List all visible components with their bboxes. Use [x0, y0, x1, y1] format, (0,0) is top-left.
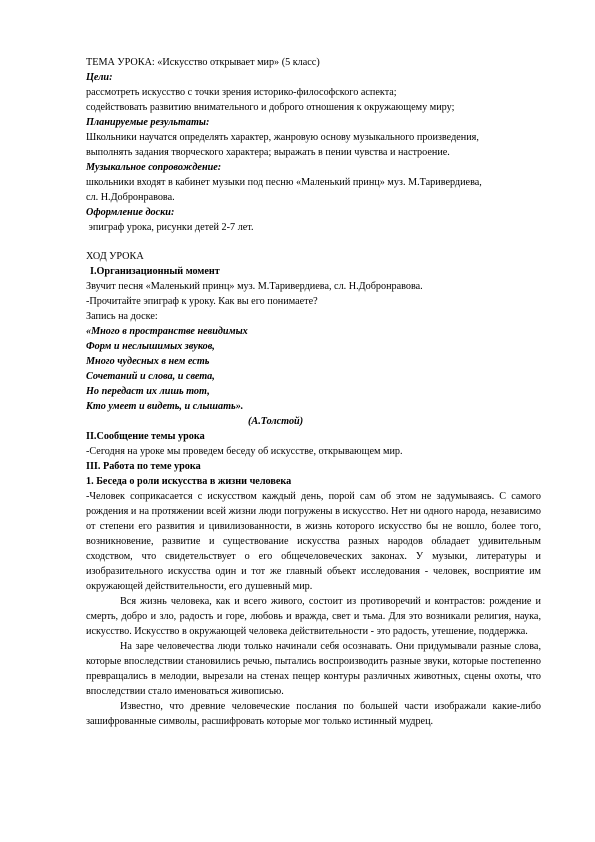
- poem-author: (А.Толстой): [248, 416, 304, 427]
- paragraph: Известно, что древние человеческие послания по большей части изображали какие-либо зашифрованные символы, расшифровать которые мог только истинный мудрец.: [86, 701, 541, 727]
- subsection-title: 1. Беседа о роли искусства в жизни человека: [86, 476, 292, 487]
- music-heading: Музыкальное сопровождение:: [86, 162, 222, 173]
- results-text: Школьники научатся определять характер, жанровую основу музыкального произведения,: [86, 132, 479, 143]
- music-text: школьники входят в кабинет музыки под песню «Маленький принц» муз. М.Таривердиева,: [86, 177, 482, 188]
- paragraph: На заре человечества люди только начинали себя осознавать. Они придумывали разные слова, которые впоследствии становились речью, пытались воспроизводить разные звуки, которые постепенно превращались в мелодии, вырезали на стенах пещер контуры различных животных, сцены охоты, что впоследствии стало именоваться живописью.: [86, 641, 541, 697]
- section-text: Звучит песня «Маленький принц» муз. М.Таривердиева, сл. Н.Добронравова.: [86, 281, 423, 292]
- music-text: сл. Н.Добронравова.: [86, 192, 175, 203]
- section-text: -Прочитайте эпиграф к уроку. Как вы его понимаете?: [86, 296, 318, 307]
- goals-heading: Цели:: [86, 72, 113, 83]
- board-text: эпиграф урока, рисунки детей 2-7 лет.: [86, 222, 254, 233]
- board-heading: Оформление доски:: [86, 207, 175, 218]
- results-text: выполнять задания творческого характера; выражать в пении чувства и настроение.: [86, 147, 450, 158]
- section-text: -Сегодня на уроке мы проведем беседу об искусстве, открывающем мир.: [86, 446, 403, 457]
- section-text: Запись на доске:: [86, 311, 158, 322]
- course-heading: ХОД УРОКА: [86, 251, 144, 262]
- spacer: [86, 235, 541, 249]
- section-title: I.Организационный момент: [90, 266, 220, 277]
- poem-line: Форм и неслышимых звуков,: [86, 341, 215, 352]
- goal-item: содействовать развитию внимательного и доброго отношения к окружающему миру;: [86, 102, 455, 113]
- results-heading: Планируемые результаты:: [86, 117, 210, 128]
- poem-line: Сочетаний и слова, и света,: [86, 371, 215, 382]
- poem-line: Но передаст их лишь тот,: [86, 386, 210, 397]
- paragraph: -Человек соприкасается с искусством каждый день, порой сам об этом не задумываясь. С самого рождения и на протяжении всей жизни люди погружены в искусство. Нет ни одного народа, независимо от степени его развития и цивилизованности, в жизнь которого искусство бы не вошло, более того, возникновение, развитие и существование искусства разных народов обладает удивительным сходством, что свидетельствует о его общечеловеческих законах. У музыки, литературы и изобразительного искусства один и тот же главный объект исследования - человек, восприятие им окружающей действительности, его душевный мир.: [86, 491, 541, 592]
- document-body: [86, 55, 541, 729]
- poem-line: Много чудесных в нем есть: [86, 356, 210, 367]
- paragraph: Вся жизнь человека, как и всего живого, состоит из противоречий и контрастов: рождение и смерть, добро и зло, радость и горе, любовь и вражда, свет и тьма. Для это возникали религия, наука, искусство. Искусство в окружающей человека действительности - это радость, утешение, поддержка.: [86, 596, 541, 637]
- poem-line: «Много в пространстве невидимых: [86, 326, 248, 337]
- section-title: II.Сообщение темы урока: [86, 431, 205, 442]
- lesson-topic: ТЕМА УРОКА: «Искусство открывает мир» (5 класс): [86, 57, 320, 68]
- poem-line: Кто умеет и видеть, и слышать».: [86, 401, 244, 412]
- section-title: III. Работа по теме урока: [86, 461, 201, 472]
- goal-item: рассмотреть искусство с точки зрения историко-философского аспекта;: [86, 87, 397, 98]
